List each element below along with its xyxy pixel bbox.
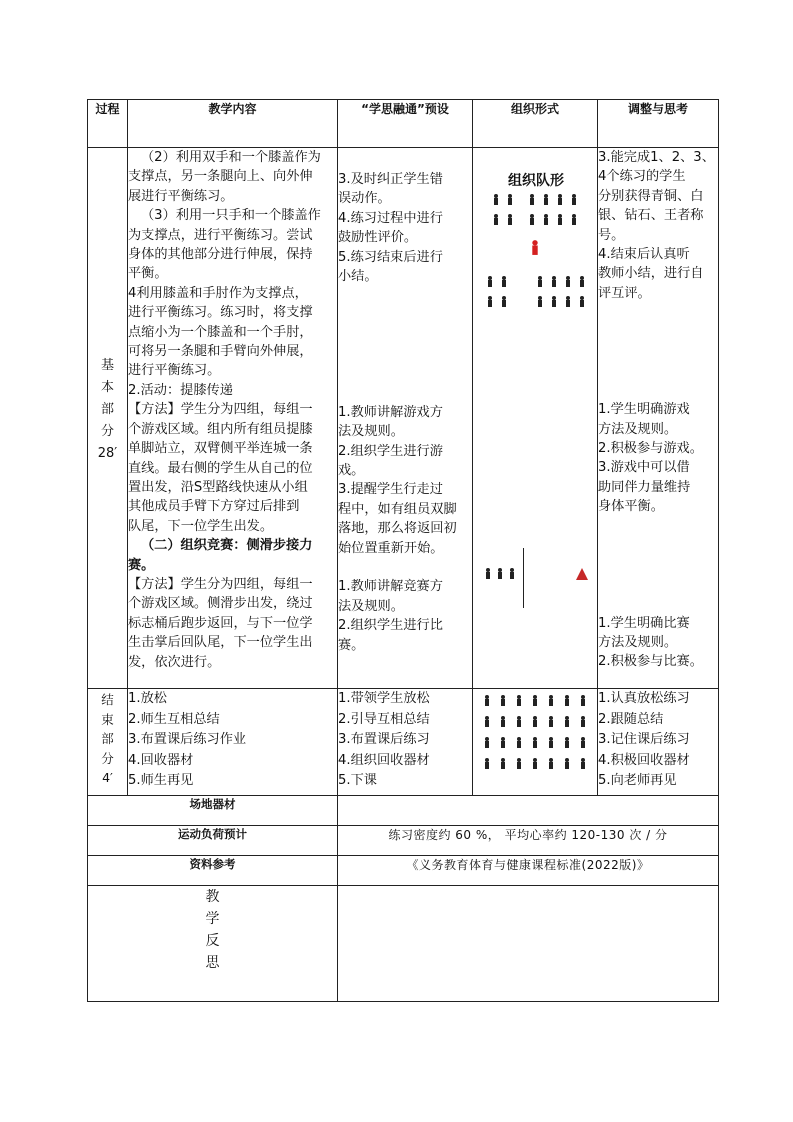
adjust-line: 2.积极参与游戏。: [598, 441, 703, 457]
reflection-label: [88, 886, 338, 1002]
student-icon: [580, 716, 586, 727]
student-icon: [532, 737, 538, 748]
student-icon: [551, 276, 557, 287]
ending-section-label: [88, 689, 128, 796]
header-process: 过程: [88, 100, 128, 148]
ending-label-duration: 4′: [102, 770, 113, 785]
content-line: 发，依次进行。: [128, 654, 221, 670]
student-icon: [484, 716, 490, 727]
reference-row: [88, 856, 719, 886]
student-icon: [485, 568, 491, 579]
content-line: 2.活动：提膝传递: [128, 382, 233, 398]
preset-line: 1.带领学生放松: [338, 691, 430, 706]
load-row: [88, 826, 719, 856]
content-line: 可将另一条腿和手臂向外伸展，: [128, 344, 313, 360]
student-icon: [548, 758, 554, 769]
reference-value: 《义务教育体育与健康课程标准(2022版)》: [338, 856, 719, 886]
adjust-line: 银、钻石、王者称: [598, 208, 704, 224]
preset-line: 法及规则。: [338, 598, 404, 614]
preset-line: 赛。: [338, 637, 365, 653]
adjust-line: 1.学生明确游戏: [598, 402, 690, 418]
student-icon: [580, 737, 586, 748]
adjust-line: 教师小结，进行自: [598, 266, 704, 282]
ending-adjust-cell: [598, 689, 719, 796]
ending-content-cell: [128, 689, 338, 796]
content-line: 生击掌后回队尾，下一位学生出: [128, 635, 313, 651]
preset-line: 鼓励性评价。: [338, 230, 418, 246]
student-icon: [516, 737, 522, 748]
content-line: 直线。最右侧的学生从自己的位: [128, 460, 313, 476]
adjust-line: 1.认真放松练习: [598, 691, 690, 706]
adjust-line: 1.学生明确比赛: [598, 615, 690, 631]
adjust-line: 号。: [598, 227, 625, 243]
student-icon: [564, 758, 570, 769]
basic-label-char: 本: [100, 380, 114, 395]
reflection-label-char: 学: [205, 911, 220, 927]
preset-line: 法及规则。: [338, 424, 404, 440]
reference-label: 资料参考: [88, 856, 338, 886]
ending-section-row: [88, 689, 719, 796]
adjust-line: 3.能完成1、2、3、: [598, 150, 715, 165]
student-icon: [580, 695, 586, 706]
student-icon: [557, 214, 563, 225]
student-icon: [580, 758, 586, 769]
student-icon: [501, 296, 507, 307]
adjust-line: 2.跟随总结: [598, 711, 664, 727]
adjust-line: 方法及规则。: [598, 635, 678, 650]
adjust-line: 方法及规则。: [598, 421, 678, 437]
ending-label-char: 结: [101, 692, 114, 707]
adjust-line: 3.记住课后练习: [598, 732, 690, 747]
content-line: 4.回收器材: [128, 752, 194, 768]
student-icon: [537, 296, 543, 307]
reflection-row: [88, 886, 719, 1002]
adjust-line: 3.游戏中可以借: [598, 460, 690, 476]
content-line: 为支撑点，进行平衡练习。尝试: [128, 227, 313, 243]
content-line: 身体的其他部分进行伸展，保持: [128, 247, 313, 263]
content-line: 平衡。: [128, 266, 168, 282]
basic-presets-cell: [338, 148, 473, 689]
student-icon: [484, 758, 490, 769]
content-line: 标志桶后跑步返回，与下一位学: [128, 615, 313, 631]
preset-line: 4.组织回收器材: [338, 752, 430, 768]
student-icon: [557, 194, 563, 205]
student-icon: [497, 568, 503, 579]
teacher-icon: [531, 240, 539, 255]
student-icon: [516, 716, 522, 727]
student-icon: [565, 296, 571, 307]
content-line: 个游戏区域。侧滑步出发，绕过: [128, 596, 313, 612]
basic-section-row: [88, 148, 719, 689]
student-icon: [565, 276, 571, 287]
student-icon: [548, 695, 554, 706]
basic-label-char: 部: [100, 402, 114, 417]
header-presets: “学思融通”预设: [338, 100, 473, 148]
content-line: （2）利用双手和一个膝盖作为: [141, 150, 321, 165]
student-icon: [532, 758, 538, 769]
content-line: 【方法】学生分为四组，每组一: [128, 576, 313, 592]
student-icon: [529, 214, 535, 225]
adjust-line: 4.结束后认真听: [598, 247, 690, 263]
venue-value: [338, 796, 719, 826]
adjust-line: 分别获得青铜、白: [598, 188, 704, 204]
basic-section-label: [88, 148, 128, 689]
ending-label-char: 分: [101, 750, 114, 766]
content-line: 置出发，沿S型路线快速从小组: [128, 479, 308, 495]
reflection-input-area[interactable]: [338, 886, 719, 1002]
student-icon: [543, 214, 549, 225]
preset-line: 程中，如有组员双脚: [338, 501, 457, 517]
cone-icon: [576, 568, 588, 580]
student-icon: [484, 737, 490, 748]
content-line: 展进行平衡练习。: [128, 188, 234, 204]
preset-line: 始位置重新开始。: [338, 540, 444, 556]
student-icon: [579, 296, 585, 307]
preset-line: 1.教师讲解游戏方: [338, 404, 443, 420]
student-icon: [509, 568, 515, 579]
student-icon: [500, 758, 506, 769]
preset-line: 戏。: [338, 463, 365, 478]
student-icon: [507, 214, 513, 225]
student-icon: [564, 716, 570, 727]
adjust-line: 2.积极参与比赛。: [598, 654, 703, 670]
content-line: 其他成员手臂下方穿过后排到: [128, 499, 300, 515]
student-icon: [501, 276, 507, 287]
content-line: 点缩小为一个膝盖和一个手肘，: [128, 324, 313, 340]
student-icon: [487, 276, 493, 287]
basic-organization-cell: [473, 148, 598, 689]
venue-row: [88, 796, 719, 826]
student-icon: [532, 716, 538, 727]
ending-organization-cell: [473, 689, 598, 796]
content-line: 队尾，下一位学生出发。: [128, 518, 274, 534]
adjust-line: 评互评。: [598, 285, 651, 301]
ending-label-char: 束: [101, 711, 114, 727]
reflection-label-char: 反: [205, 933, 220, 949]
content-line: 1.放松: [128, 691, 167, 706]
content-line: 支撑点，另一条腿向上、向外伸: [128, 169, 313, 185]
student-icon: [507, 194, 513, 205]
reflection-label-char: 思: [205, 955, 220, 971]
student-icon: [484, 695, 490, 706]
preset-line: 3.布置课后练习: [338, 732, 430, 747]
content-line: 4利用膝盖和手肘作为支撑点，: [128, 285, 308, 301]
load-label: 运动负荷预计: [88, 826, 338, 856]
student-icon: [537, 276, 543, 287]
ending-label-char: 部: [101, 731, 114, 746]
formation-diagram: [473, 148, 597, 688]
content-line: （3）利用一只手和一个膝盖作: [141, 208, 321, 224]
adjust-line: 5.向老师再见: [598, 773, 677, 788]
preset-line: 5.练习结束后进行: [338, 249, 443, 265]
content-line: 【方法】学生分为四组，每组一: [128, 402, 313, 418]
basic-label-char: 基: [100, 358, 114, 373]
student-icon: [516, 695, 522, 706]
preset-line: 4.练习过程中进行: [338, 210, 443, 226]
header-content: 教学内容: [128, 100, 338, 148]
preset-line: 2.组织学生进行游: [338, 443, 443, 459]
preset-line: 5.下课: [338, 773, 377, 788]
venue-label: 场地器材: [88, 796, 338, 826]
student-icon: [487, 296, 493, 307]
content-line: 2.师生互相总结: [128, 711, 220, 727]
student-icon: [493, 214, 499, 225]
lesson-plan-table: [87, 99, 719, 1002]
basic-adjust-cell: [598, 148, 719, 689]
preset-line: 3.及时纠正学生错: [338, 172, 443, 187]
student-icon: [571, 214, 577, 225]
basic-content-cell: [128, 148, 338, 689]
content-line: 个游戏区域。组内所有组员提膝: [128, 421, 313, 437]
adjust-line: 身体平衡。: [598, 499, 664, 515]
adjust-line: 4个练习的学生: [598, 169, 686, 185]
load-value: 练习密度约 60 %， 平均心率约 120-130 次 / 分: [338, 826, 719, 856]
student-icon: [532, 695, 538, 706]
content-line: 5.师生再见: [128, 773, 194, 788]
content-line: 进行平衡练习。练习时，将支撑: [128, 305, 313, 321]
student-icon: [548, 737, 554, 748]
content-line: 进行平衡练习。: [128, 363, 221, 379]
student-icon: [529, 194, 535, 205]
preset-line: 落地，那么将返回初: [338, 521, 457, 537]
adjust-line: 助同伴力量维持: [598, 479, 691, 495]
preset-line: 误动作。: [338, 191, 391, 207]
student-icon: [516, 758, 522, 769]
student-icon: [493, 194, 499, 205]
reflection-label-char: 教: [205, 889, 220, 905]
header-organization: 组织形式: [473, 100, 598, 148]
basic-label-char: 分: [100, 424, 114, 439]
student-icon: [571, 194, 577, 205]
basic-label-duration: 28′: [97, 446, 118, 461]
content-line: 单脚站立，双臂侧平举连城一条: [128, 441, 313, 457]
adjust-line: 4.积极回收器材: [598, 752, 690, 768]
student-icon: [500, 716, 506, 727]
student-icon: [500, 695, 506, 706]
start-line: [523, 548, 524, 608]
student-icon: [564, 695, 570, 706]
student-icon: [564, 737, 570, 748]
header-row: [88, 100, 719, 148]
student-icon: [543, 194, 549, 205]
student-icon: [579, 276, 585, 287]
formation-title: 组织队形: [508, 173, 564, 189]
content-line: 3.布置课后练习作业: [128, 732, 247, 747]
ending-presets-cell: [338, 689, 473, 796]
content-heading: （二）组织竞赛：侧滑步接力赛。: [128, 538, 313, 573]
ending-formation-diagram: [473, 689, 597, 795]
preset-line: 3.提醒学生行走过: [338, 482, 443, 498]
student-icon: [500, 737, 506, 748]
preset-line: 2.引导互相总结: [338, 711, 430, 727]
preset-line: 1.教师讲解竞赛方: [338, 579, 443, 595]
student-icon: [551, 296, 557, 307]
student-icon: [548, 716, 554, 727]
preset-line: 2.组织学生进行比: [338, 618, 443, 634]
preset-line: 小结。: [338, 269, 378, 285]
header-adjust: 调整与思考: [598, 100, 719, 148]
